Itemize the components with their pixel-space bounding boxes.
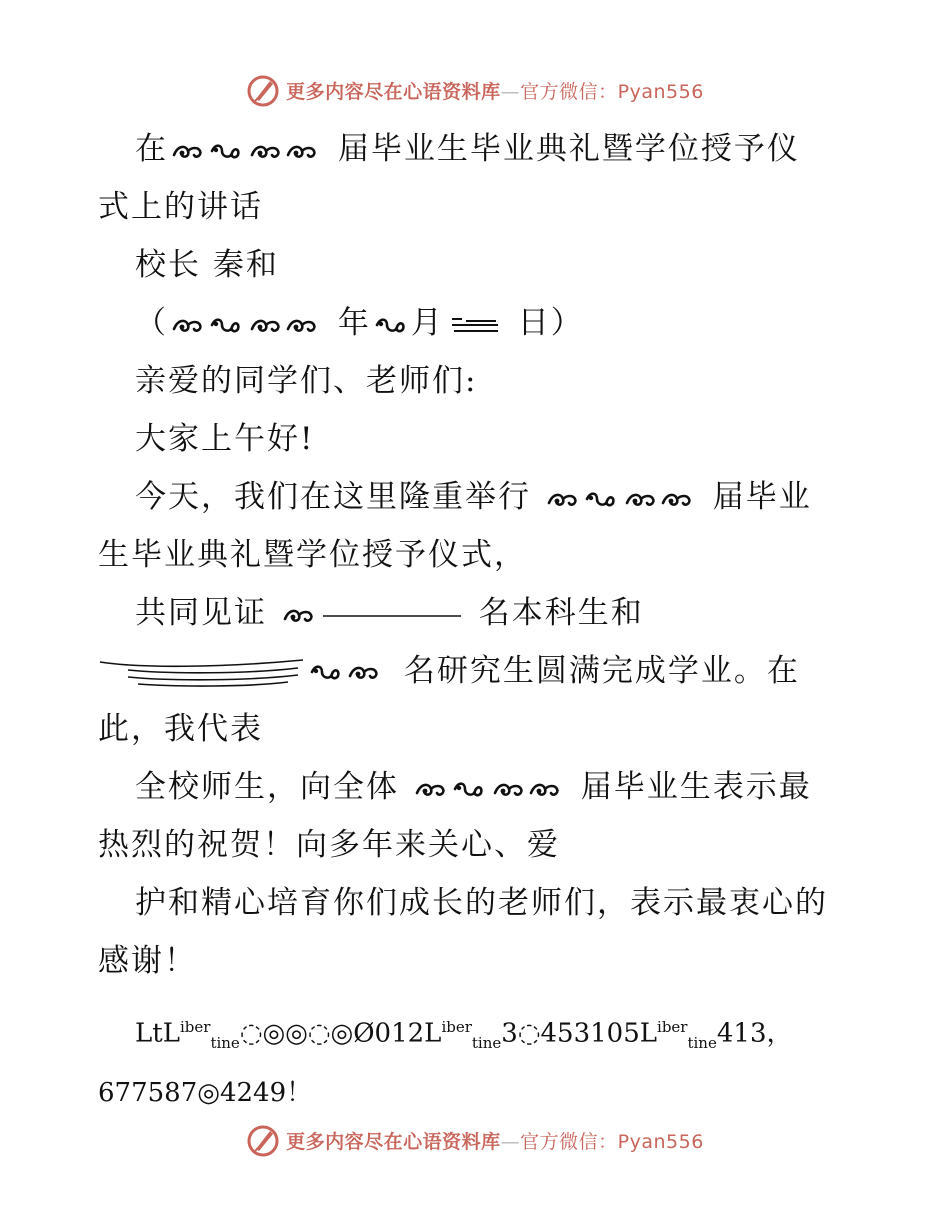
ornament-year-icon — [172, 313, 322, 337]
watermark-wechat: 官方微信：Pyan556 — [520, 1130, 704, 1153]
ornament-year-icon — [415, 777, 565, 801]
paragraph-4-line-1: 护和精心培育你们成长的老师们，表示最衷心的 — [135, 885, 828, 921]
watermark-text — [286, 77, 704, 104]
watermark-wechat: 官方微信：Pyan556 — [520, 80, 704, 103]
ornament-year-icon — [547, 487, 697, 511]
paragraph-3-line-2: 热烈的祝贺！向多年来关心、爱 — [98, 827, 560, 863]
p3-text-b: 届毕业生表示最 — [568, 769, 812, 805]
ornament-undergrad-count-icon — [283, 603, 463, 627]
watermark-footer — [0, 1120, 950, 1160]
paragraph-3-line-1 — [98, 758, 858, 816]
date-line — [98, 294, 858, 352]
paragraph-2-line-1 — [98, 584, 858, 642]
ornament-month-icon — [375, 313, 407, 337]
quill-pen-logo-icon — [246, 73, 280, 107]
garble-sup-2: iber — [441, 1018, 472, 1036]
title-line-1 — [98, 120, 858, 178]
watermark-lead: 更多内容尽在心语资料库 — [286, 1130, 501, 1153]
speech-body — [98, 120, 858, 1122]
paragraph-4-line-2: 感谢！ — [98, 943, 197, 979]
garble-sup-1: iber — [179, 1018, 211, 1036]
ornament-day-icon — [448, 313, 502, 337]
title-suffix: 届毕业生毕业典礼暨学位授予仪 — [326, 131, 800, 167]
title-line-2: 式上的讲话 — [98, 189, 263, 225]
garble-b: ◌◎◎◌◎Ø012L — [239, 1018, 442, 1049]
paragraph-1-line-2: 生毕业典礼暨学位授予仪式， — [98, 537, 527, 573]
speaker: 校长 秦和 — [135, 247, 279, 283]
garble-d: 413， — [716, 1018, 793, 1049]
date-day: 日） — [505, 305, 584, 341]
garble-a: LtL — [135, 1018, 180, 1049]
garble-sub-3: tine — [687, 1033, 717, 1052]
date-year: 年 — [326, 305, 371, 341]
watermark-dash: — — [500, 1130, 521, 1153]
paragraph-1-line-1 — [98, 468, 858, 526]
watermark-text — [286, 1127, 704, 1154]
p2-text-c: 名研究生圆满完成学业。在 — [392, 653, 800, 689]
watermark-lead: 更多内容尽在心语资料库 — [286, 80, 501, 103]
watermark-header — [0, 70, 950, 110]
garbled-line-1 — [98, 990, 858, 1056]
watermark-dash: — — [500, 80, 521, 103]
p2-text-b: 名本科生和 — [466, 595, 644, 631]
title-prefix: 在 — [135, 131, 168, 167]
garble-sub-1: tine — [210, 1033, 240, 1052]
garble-c: 3◌453105L — [501, 1018, 658, 1049]
p1-text-b: 届毕业 — [700, 479, 812, 515]
garble-sup-3: iber — [657, 1018, 688, 1036]
ornament-year-icon — [172, 139, 322, 163]
salutation: 亲爱的同学们、老师们: — [135, 363, 478, 399]
p1-text-a: 今天，我们在这里隆重举行 — [135, 479, 543, 515]
paragraph-2-line-3: 此，我代表 — [98, 711, 263, 747]
ornament-graduate-count-icon — [98, 656, 388, 690]
date-open: （ — [135, 305, 168, 341]
date-month: 月 — [410, 305, 444, 341]
paragraph-2-line-2 — [98, 642, 858, 700]
greeting: 大家上午好! — [135, 421, 315, 457]
garbled-line-2: 677587◎4249！ — [98, 1078, 313, 1108]
quill-pen-logo-icon — [246, 1123, 280, 1157]
garble-sub-2: tine — [471, 1033, 502, 1052]
p3-text-a: 全校师生，向全体 — [135, 769, 411, 805]
p2-text-a: 共同见证 — [135, 595, 279, 631]
